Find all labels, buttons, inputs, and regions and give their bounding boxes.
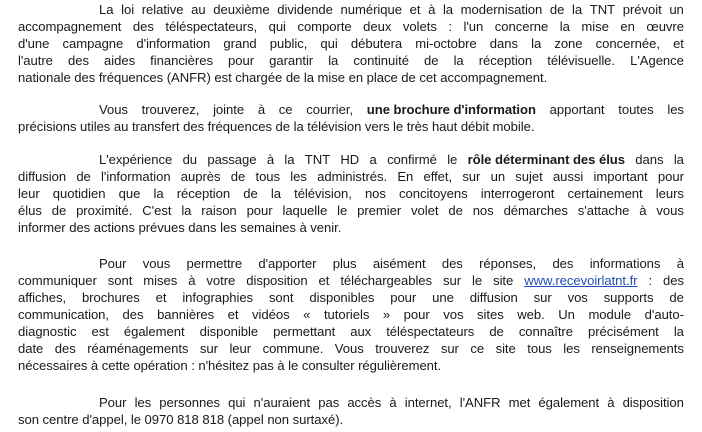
word: auprès xyxy=(180,169,221,184)
word: le xyxy=(447,152,458,167)
word: un xyxy=(669,2,684,17)
paragraph-appel xyxy=(18,394,684,428)
word: leur xyxy=(18,186,40,201)
word: d'information xyxy=(136,36,211,51)
word: disponibles xyxy=(309,290,375,305)
word: sur xyxy=(533,290,552,305)
text-span: son centre d'appel, le 0970 818 818 (appel non surtaxé). xyxy=(18,412,344,427)
word: administrés. xyxy=(317,169,388,184)
word: un xyxy=(490,169,506,184)
word: ce xyxy=(278,102,293,117)
word: de xyxy=(51,203,67,218)
text-line xyxy=(18,118,684,135)
word: que xyxy=(118,186,141,201)
word: courrier, xyxy=(306,102,354,117)
word: la xyxy=(559,19,570,34)
word: à xyxy=(188,273,196,288)
text-span: précisions utiles au transfert des fréquences de la télévision vers le très haut débit mobile. xyxy=(18,119,535,134)
word: sur xyxy=(440,341,459,356)
word: volets xyxy=(402,19,437,34)
word: volet xyxy=(411,203,439,218)
word: débutera xyxy=(350,36,403,51)
word: tous xyxy=(255,169,281,184)
word: Vous xyxy=(99,102,128,117)
word: démarches xyxy=(503,203,568,218)
text-line xyxy=(18,52,684,69)
word: important xyxy=(593,169,648,184)
word: connaître xyxy=(518,324,573,339)
word: disposition xyxy=(246,273,308,288)
word: la xyxy=(442,2,454,17)
text-line xyxy=(18,168,684,185)
word: comporte xyxy=(297,19,352,34)
word: aussi xyxy=(552,169,584,184)
word: L'Agence xyxy=(630,53,684,68)
word: vos xyxy=(443,307,464,322)
word: réception xyxy=(478,53,533,68)
word: à xyxy=(676,256,684,271)
word: mise xyxy=(581,19,609,34)
word: leur xyxy=(229,341,252,356)
text-line xyxy=(18,357,684,374)
word: tutoriels xyxy=(323,307,370,322)
word: site xyxy=(493,273,514,288)
word: C'est xyxy=(142,203,172,218)
word: personnes xyxy=(159,395,220,410)
text-line xyxy=(18,306,684,323)
word: diffusion xyxy=(469,290,518,305)
word: confirmé xyxy=(387,152,437,167)
word: certainement xyxy=(567,186,643,201)
word: de xyxy=(424,53,439,68)
word: la xyxy=(453,53,464,68)
word: la xyxy=(181,203,192,218)
word: dans xyxy=(635,152,664,167)
word: dans xyxy=(489,36,518,51)
word: des xyxy=(441,256,463,271)
word: précisément xyxy=(588,324,659,339)
word: téléspectateurs xyxy=(386,324,475,339)
word: diffusion xyxy=(18,169,67,184)
text-span: nécessaires à cette opération : n'hésitez pas à le consulter régulièrement. xyxy=(18,358,442,373)
word: de xyxy=(243,186,258,201)
word: relative xyxy=(141,2,184,17)
word: financières xyxy=(150,53,213,68)
word: la xyxy=(328,53,339,68)
word: la xyxy=(531,36,542,51)
text-line xyxy=(18,323,684,340)
word: bannières xyxy=(157,307,215,322)
word: vos xyxy=(567,290,588,305)
word: HD xyxy=(340,152,360,167)
word: En xyxy=(397,169,414,184)
word: infographies xyxy=(182,290,254,305)
word: renseignements xyxy=(591,341,684,356)
word: TNT xyxy=(304,152,331,167)
word: garantir xyxy=(269,53,314,68)
bold-highlight-elus: rôle déterminant des élus xyxy=(467,152,625,167)
word: la xyxy=(153,186,164,201)
word: permettant xyxy=(273,324,336,339)
word: sites xyxy=(477,307,504,322)
word: l'information xyxy=(101,169,171,184)
word: les xyxy=(290,169,307,184)
word: à xyxy=(428,2,436,17)
word: vidéos xyxy=(252,307,290,322)
word: quotidien xyxy=(52,186,106,201)
word: à xyxy=(389,395,397,410)
paragraph-site xyxy=(18,255,684,374)
word: à xyxy=(607,395,615,410)
word: affiches, xyxy=(18,290,67,305)
word: Pour xyxy=(99,256,127,271)
word: date xyxy=(18,341,44,356)
word: en xyxy=(620,19,635,34)
word: téléchargeables xyxy=(340,273,433,288)
word: aisément xyxy=(372,256,426,271)
word: s'attache xyxy=(577,203,630,218)
word: sont xyxy=(268,290,294,305)
word: campagne xyxy=(62,36,124,51)
word: des xyxy=(552,256,574,271)
word: tous xyxy=(527,341,552,356)
word: grand xyxy=(223,36,257,51)
word: internet, xyxy=(404,395,452,410)
word: à xyxy=(266,152,275,167)
word: des xyxy=(663,273,684,288)
word: une xyxy=(432,290,454,305)
word: deux xyxy=(363,19,392,34)
word: concerne xyxy=(494,19,549,34)
word: télévisuelle. xyxy=(547,53,616,68)
word: supports xyxy=(603,290,654,305)
text-line xyxy=(18,255,684,272)
word: l'autre xyxy=(18,53,53,68)
word: concernée, xyxy=(595,36,660,51)
word: n'auraient xyxy=(253,395,311,410)
text-line xyxy=(18,69,684,86)
word: informations xyxy=(589,256,661,271)
paragraph-brochure xyxy=(18,101,684,135)
word: l'un xyxy=(463,19,484,34)
word: télévision, xyxy=(294,186,352,201)
text-line xyxy=(18,289,684,306)
word: continuité xyxy=(353,53,409,68)
text-line xyxy=(18,1,684,18)
word: passage xyxy=(207,152,257,167)
word: qui xyxy=(228,395,246,410)
word: premier xyxy=(357,203,402,218)
word: des xyxy=(54,341,76,356)
word: nos xyxy=(472,203,494,218)
text-line xyxy=(18,411,684,428)
word: nos xyxy=(364,186,386,201)
word: communiquer xyxy=(18,273,97,288)
word: d'une xyxy=(18,36,50,51)
text-line xyxy=(18,202,684,219)
word: de xyxy=(669,290,684,305)
text-line xyxy=(18,35,684,52)
word: est xyxy=(91,324,109,339)
word: et xyxy=(409,2,421,17)
word: d'auto- xyxy=(644,307,684,322)
word: qui xyxy=(320,36,338,51)
text-line xyxy=(18,340,684,357)
word: toutes xyxy=(618,102,654,117)
word: au xyxy=(191,2,206,17)
word: également xyxy=(538,395,600,410)
word: sur xyxy=(462,169,481,184)
word: loi xyxy=(121,2,135,17)
word: public, xyxy=(269,36,308,51)
word: à xyxy=(639,203,647,218)
word: modernisation xyxy=(460,2,543,17)
word: concitoyens xyxy=(399,186,468,201)
word: deuxième xyxy=(213,2,270,17)
word: Vous xyxy=(334,341,364,356)
word: également xyxy=(123,324,185,339)
word: interrogeront xyxy=(480,186,555,201)
word: qui xyxy=(268,19,286,34)
word: mi-octobre xyxy=(415,36,477,51)
word: mises xyxy=(143,273,178,288)
word: sujet xyxy=(515,169,543,184)
word: réception xyxy=(176,186,231,201)
word: la xyxy=(284,152,295,167)
word: sont xyxy=(107,273,133,288)
text-line xyxy=(18,219,684,236)
word: pour xyxy=(657,169,684,184)
word: de xyxy=(549,2,565,17)
word: et xyxy=(155,290,167,305)
text-span: informer des actions prévues dans les semaines à venir. xyxy=(18,220,342,235)
word: l'ANFR xyxy=(459,395,501,410)
word: trouverez xyxy=(375,341,430,356)
word: sur xyxy=(199,341,218,356)
text-line xyxy=(18,185,684,202)
word: : xyxy=(648,273,653,288)
word: jointe xyxy=(213,102,245,117)
word: prévoit xyxy=(622,2,662,17)
word: leurs xyxy=(655,186,684,201)
text-line xyxy=(18,18,684,35)
word: zone xyxy=(554,36,583,51)
word: élus xyxy=(18,203,42,218)
word: brochures xyxy=(81,290,140,305)
word: des xyxy=(132,19,154,34)
word: réaménagements xyxy=(87,341,189,356)
word: pour xyxy=(403,307,430,322)
word: plus xyxy=(332,256,357,271)
word: votre xyxy=(206,273,236,288)
word: de xyxy=(230,169,246,184)
word: la xyxy=(673,152,684,167)
word: web. xyxy=(517,307,545,322)
word: d'apporter xyxy=(258,256,317,271)
word: pas xyxy=(318,395,340,410)
word: numérique xyxy=(340,2,402,17)
word: pour xyxy=(246,203,273,218)
word: aux xyxy=(350,324,372,339)
bold-highlight-brochure: une brochure d'information xyxy=(366,102,536,117)
word: du xyxy=(182,152,198,167)
word: de xyxy=(489,324,504,339)
word: et xyxy=(673,36,684,51)
word: des xyxy=(122,307,144,322)
word: les xyxy=(134,395,152,410)
word: communication, xyxy=(18,307,109,322)
word: à xyxy=(257,102,266,117)
word: la xyxy=(673,324,684,339)
word: apportant xyxy=(549,102,605,117)
word: œuvre xyxy=(646,19,684,34)
word: permettre xyxy=(186,256,243,271)
text-line xyxy=(18,101,684,118)
word: : xyxy=(448,19,452,34)
word: aides xyxy=(104,53,136,68)
word: L'expérience xyxy=(99,152,173,167)
word: sur xyxy=(443,273,462,288)
word: les xyxy=(563,341,580,356)
word: disponible xyxy=(199,324,259,339)
word: la xyxy=(270,186,281,201)
word: effet, xyxy=(423,169,453,184)
word: et xyxy=(227,307,239,322)
word: la xyxy=(572,2,583,17)
word: a xyxy=(369,152,377,167)
word: proximité. xyxy=(76,203,133,218)
word: « xyxy=(303,307,311,322)
word: met xyxy=(508,395,531,410)
word: le xyxy=(337,203,348,218)
word: Un xyxy=(558,307,575,322)
word: accès xyxy=(347,395,382,410)
word: trouverez, xyxy=(141,102,200,117)
word: et xyxy=(318,273,330,288)
word: réponses, xyxy=(479,256,537,271)
word: diagnostic xyxy=(18,324,77,339)
paragraph-elus xyxy=(18,151,684,236)
word: des xyxy=(67,53,89,68)
word: module xyxy=(588,307,632,322)
word: le xyxy=(472,273,483,288)
website-link[interactable]: www.recevoirlatnt.fr xyxy=(524,273,638,288)
word: ce xyxy=(470,341,485,356)
word: de xyxy=(448,203,463,218)
word: La xyxy=(99,2,114,17)
word: les xyxy=(667,102,684,117)
word: raison xyxy=(201,203,237,218)
word: Pour xyxy=(99,395,127,410)
text-span: nationale des fréquences (ANFR) est chargée de la mise en place de cet accompagnement. xyxy=(18,70,548,85)
paragraph-loi xyxy=(18,1,684,86)
text-line xyxy=(18,151,684,168)
word: commune. xyxy=(262,341,324,356)
word: téléspectateurs, xyxy=(165,19,258,34)
word: dividende xyxy=(277,2,333,17)
word: vous xyxy=(656,203,684,218)
word: pour xyxy=(390,290,417,305)
word: accompagnement xyxy=(18,19,122,34)
word: » xyxy=(382,307,391,322)
word: pour xyxy=(228,53,255,68)
text-line xyxy=(18,272,684,289)
word: TNT xyxy=(589,2,616,17)
word: vous xyxy=(142,256,171,271)
word: disposition xyxy=(622,395,684,410)
word: site xyxy=(495,341,516,356)
word: de xyxy=(76,169,91,184)
word: laquelle xyxy=(282,203,328,218)
text-line xyxy=(18,394,684,411)
